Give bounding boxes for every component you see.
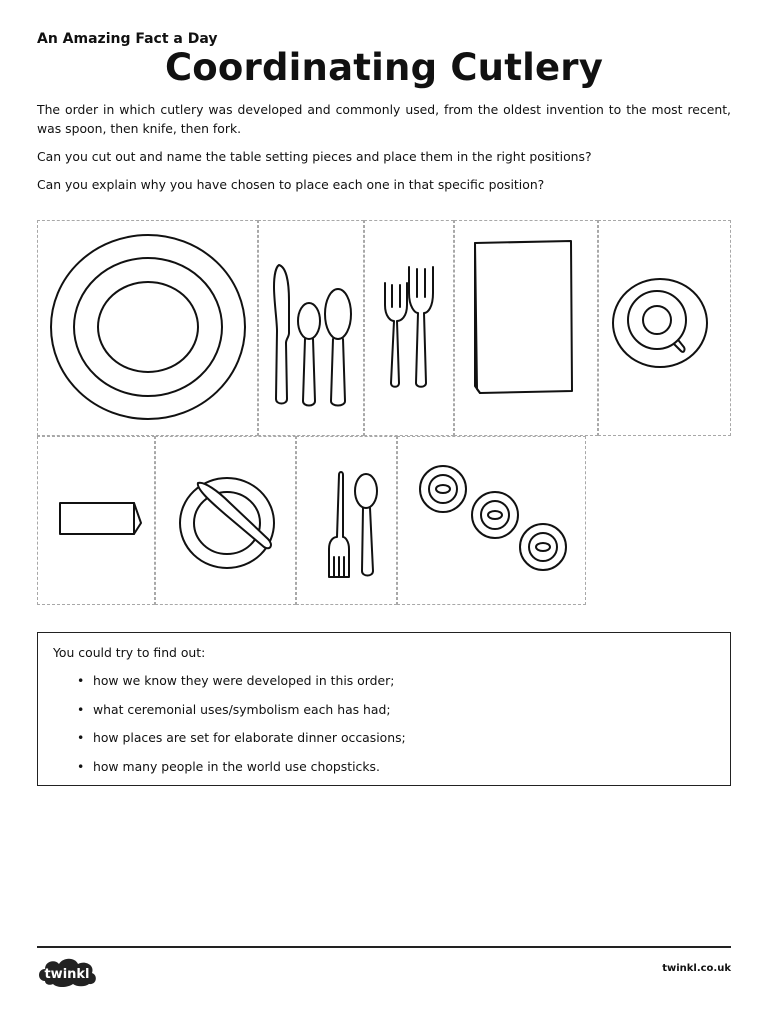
side-plate-with-butter-knife-icon — [156, 437, 297, 606]
list-item — [74, 759, 406, 788]
question-paragraph: Can you cut out and name the table setting pieces and place them in the right positions? — [37, 149, 592, 164]
list-item — [74, 702, 406, 731]
page-kicker: An Amazing Fact a Day — [37, 31, 218, 47]
list-item — [74, 730, 406, 759]
find-out-box — [37, 632, 731, 786]
bullet-icon: • — [77, 701, 85, 717]
cutout-card-dessert-cutlery — [296, 436, 397, 605]
footer-divider — [37, 946, 731, 948]
napkin-icon — [455, 221, 599, 437]
cutout-card-forks — [364, 220, 454, 436]
cutout-card-knife-spoons — [258, 220, 364, 436]
bullet-icon: • — [77, 673, 85, 688]
cutout-card-glasses — [397, 436, 586, 605]
dinner-plate-icon — [38, 221, 259, 437]
cutout-card-napkin — [454, 220, 598, 436]
forks-icon — [365, 221, 455, 437]
list-item-text: how many people in the world use chopsticks. — [93, 759, 380, 775]
find-out-list — [74, 673, 406, 788]
list-item-text: what ceremonial uses/symbolism each has had; — [93, 701, 391, 717]
list-item — [74, 673, 406, 702]
find-out-intro: You could try to find out: — [53, 645, 206, 660]
question-paragraph: Can you explain why you have chosen to place each one in that specific position? — [37, 177, 545, 192]
page-title: Coordinating Cutlery — [164, 46, 604, 89]
knife-and-spoons-icon — [259, 221, 365, 437]
footer-url-link[interactable]: twinkl.co.uk — [662, 963, 731, 974]
cutout-card-place-card — [37, 436, 155, 605]
list-item-text: how we know they were developed in this order; — [93, 673, 395, 688]
twinkl-logo[interactable] — [35, 953, 99, 989]
dessert-fork-and-spoon-icon — [297, 437, 398, 606]
glasses-icon — [398, 437, 587, 606]
cutout-card-dinner-plate — [37, 220, 258, 436]
bullet-icon: • — [77, 730, 85, 746]
bullet-icon: • — [77, 759, 85, 775]
list-item-text: how places are set for elaborate dinner occasions; — [93, 730, 406, 746]
intro-paragraph: The order in which cutlery was developed and commonly used, from the oldest invention to the most recent, was spoon, then knife, then fork. — [37, 102, 731, 136]
cutout-card-cup-saucer — [598, 220, 731, 436]
logo-text: twinkl — [44, 967, 90, 982]
cutout-card-side-plate — [155, 436, 296, 605]
place-card-icon — [38, 437, 156, 606]
cup-and-saucer-icon — [599, 221, 732, 437]
